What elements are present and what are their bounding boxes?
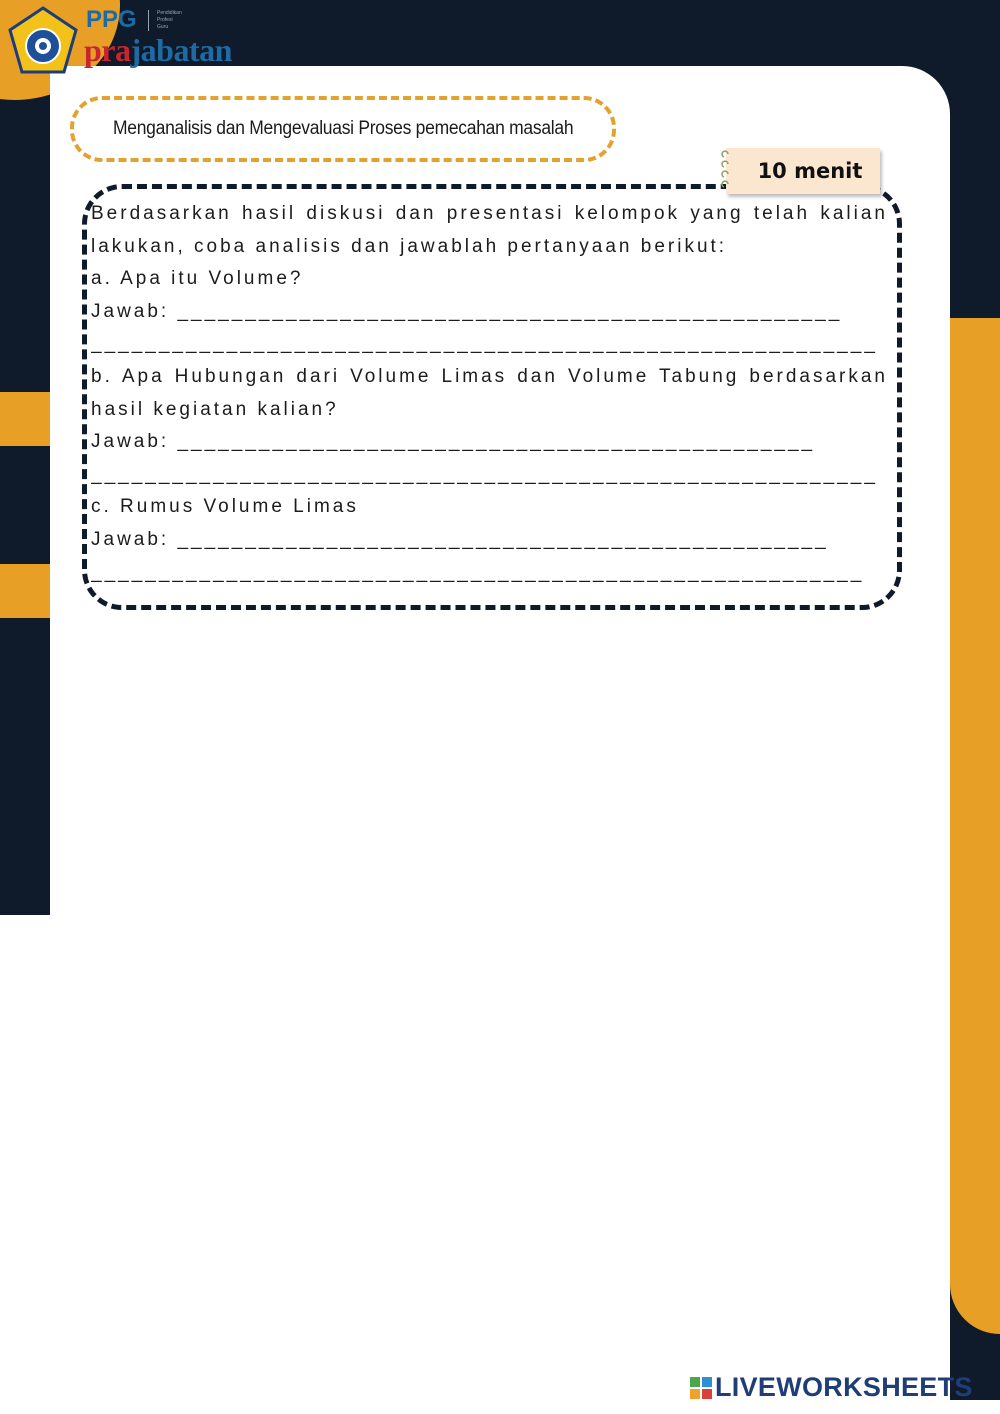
prajabatan-logo-text: prajabatan: [84, 32, 232, 68]
question-a: a. Apa itu Volume?: [91, 268, 304, 290]
answer-line-a[interactable]: __________________________________________________________: [91, 333, 878, 355]
intro-text: lakukan, coba analisis dan jawablah pertanyaan berikut:: [91, 235, 728, 257]
liveworksheets-logo: [690, 1372, 973, 1403]
timer-label: 10 menit: [757, 159, 863, 183]
intro-text: Berdasarkan hasil diskusi dan presentasi kelompok yang telah kalian: [91, 203, 888, 224]
question-b: b. Apa Hubungan dari Volume Limas dan Volume Tabung berdasarkan: [91, 365, 888, 387]
answer-line-b[interactable]: Jawab: _______________________________________________: [91, 431, 816, 453]
question-b: hasil kegiatan kalian?: [91, 398, 339, 420]
section-title-box: [70, 96, 616, 162]
liveworksheets-text: LIVEWORKSHEETS: [715, 1372, 973, 1402]
orange-right-band: [950, 318, 1000, 1334]
spiral-binding-icon: [718, 150, 732, 190]
question-text: [91, 198, 888, 589]
ppg-subtitle: Pendidikan Profesi Guru: [148, 10, 207, 31]
section-title: Menganalisis dan Mengevaluasi Proses pemecahan masalah: [112, 118, 574, 139]
ppg-logo-text: PPG: [86, 6, 137, 33]
university-logo-icon: [8, 6, 78, 76]
question-c: c. Rumus Volume Limas: [91, 496, 359, 518]
answer-line-a[interactable]: Jawab: _________________________________________________: [91, 300, 843, 322]
answer-line-c[interactable]: _________________________________________________________: [91, 561, 865, 583]
answer-line-b[interactable]: __________________________________________________________: [91, 463, 878, 485]
liveworksheets-icon: [690, 1377, 712, 1399]
orange-left-stripe: [0, 392, 50, 446]
orange-left-stripe: [0, 564, 50, 618]
answer-line-c[interactable]: Jawab: ________________________________________________: [91, 528, 829, 550]
timer-note: [726, 148, 880, 194]
